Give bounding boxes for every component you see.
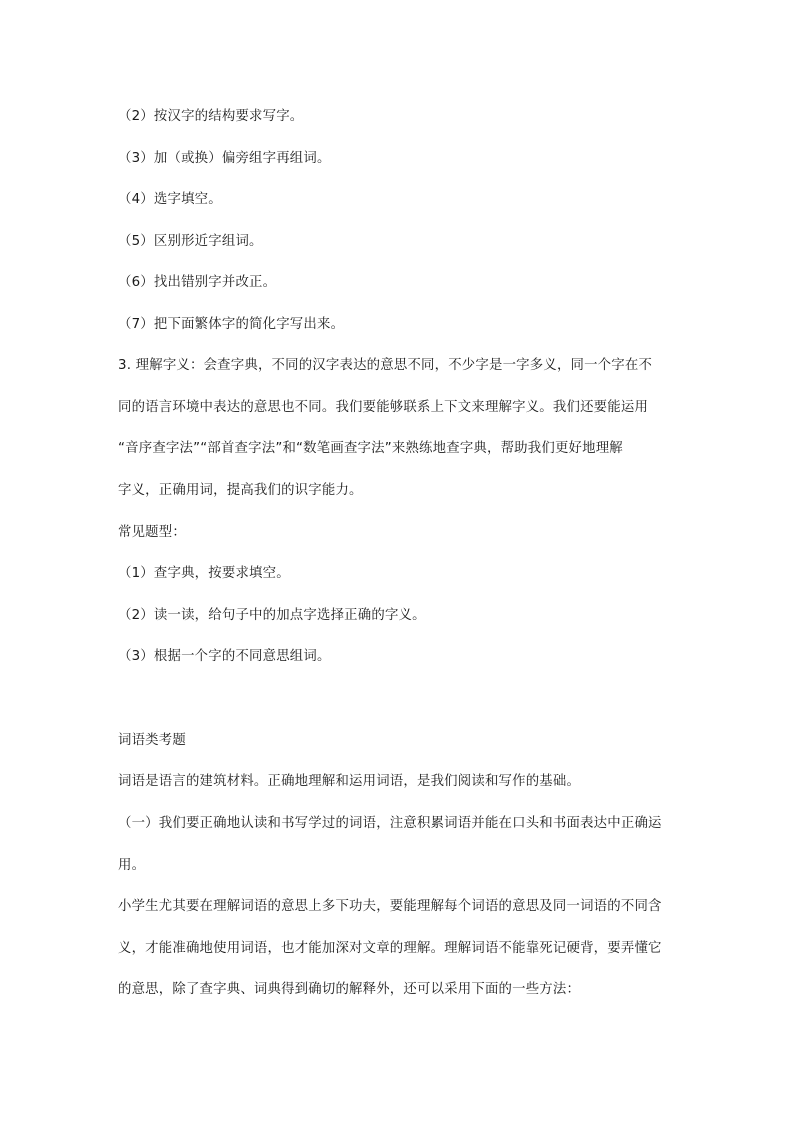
list-item: （4）选字填空。: [118, 192, 222, 207]
common-types-label: 常见题型：: [118, 525, 186, 540]
paragraph-line: 同的语言环境中表达的意思也不同。我们要能够联系上下文来理解字义。我们还要能运用: [118, 399, 649, 415]
list-item: （1）查字典，按要求填空。: [118, 566, 290, 581]
paragraph-line: 3. 理解字义：会查字典，不同的汉字表达的意思不同，不少字是一字多义，同一个字在不: [118, 358, 653, 373]
list-item: （5）区别形近字组词。: [118, 233, 263, 249]
paragraph-line: （一）我们要正确地认读和书写学过的词语，注意积累词语并能在口头和书面表达中正确运: [118, 816, 662, 831]
list-item: （3）根据一个字的不同意思组词。: [118, 649, 331, 664]
list-item: （7）把下面繁体字的简化字写出来。: [118, 316, 345, 332]
vocab-intro: 词语是语言的建筑材料。正确地理解和运用词语，是我们阅读和写作的基础。: [118, 774, 581, 789]
paragraph-line: 字义，正确用词，提高我们的识字能力。: [118, 482, 363, 498]
question-types-list-1: [118, 96, 680, 345]
vocab-point-1: [118, 803, 680, 886]
paragraph-line: 的意思，除了查字典、词典得到确切的解释外，还可以采用下面的一些方法：: [118, 982, 581, 997]
paragraph-line: 用。: [118, 857, 146, 873]
list-item: （2）按汉字的结构要求写字。: [118, 109, 304, 124]
section-3-paragraph: [118, 345, 680, 511]
vocab-paragraph: [118, 886, 680, 1011]
vocab-section-heading: 词语类考题: [118, 733, 186, 748]
paragraph-line: 义，才能准确地使用词语，也才能加深对文章的理解。理解词语不能靠死记硬背，要弄懂它: [118, 940, 662, 956]
list-item: （3）加（或换）偏旁组字再组词。: [118, 150, 331, 166]
paragraph-line: “音序查字法”“部首查字法”和“数笔画查字法”来熟练地查字典，帮助我们更好地理解: [118, 441, 623, 456]
list-item: （2）读一读，给句子中的加点字选择正确的字义。: [118, 607, 426, 623]
list-item: （6）找出错别字并改正。: [118, 275, 277, 290]
question-types-list-2: [118, 553, 680, 678]
paragraph-line: 小学生尤其要在理解词语的意思上多下功夫，要能理解每个词语的意思及同一词语的不同含: [118, 899, 662, 914]
